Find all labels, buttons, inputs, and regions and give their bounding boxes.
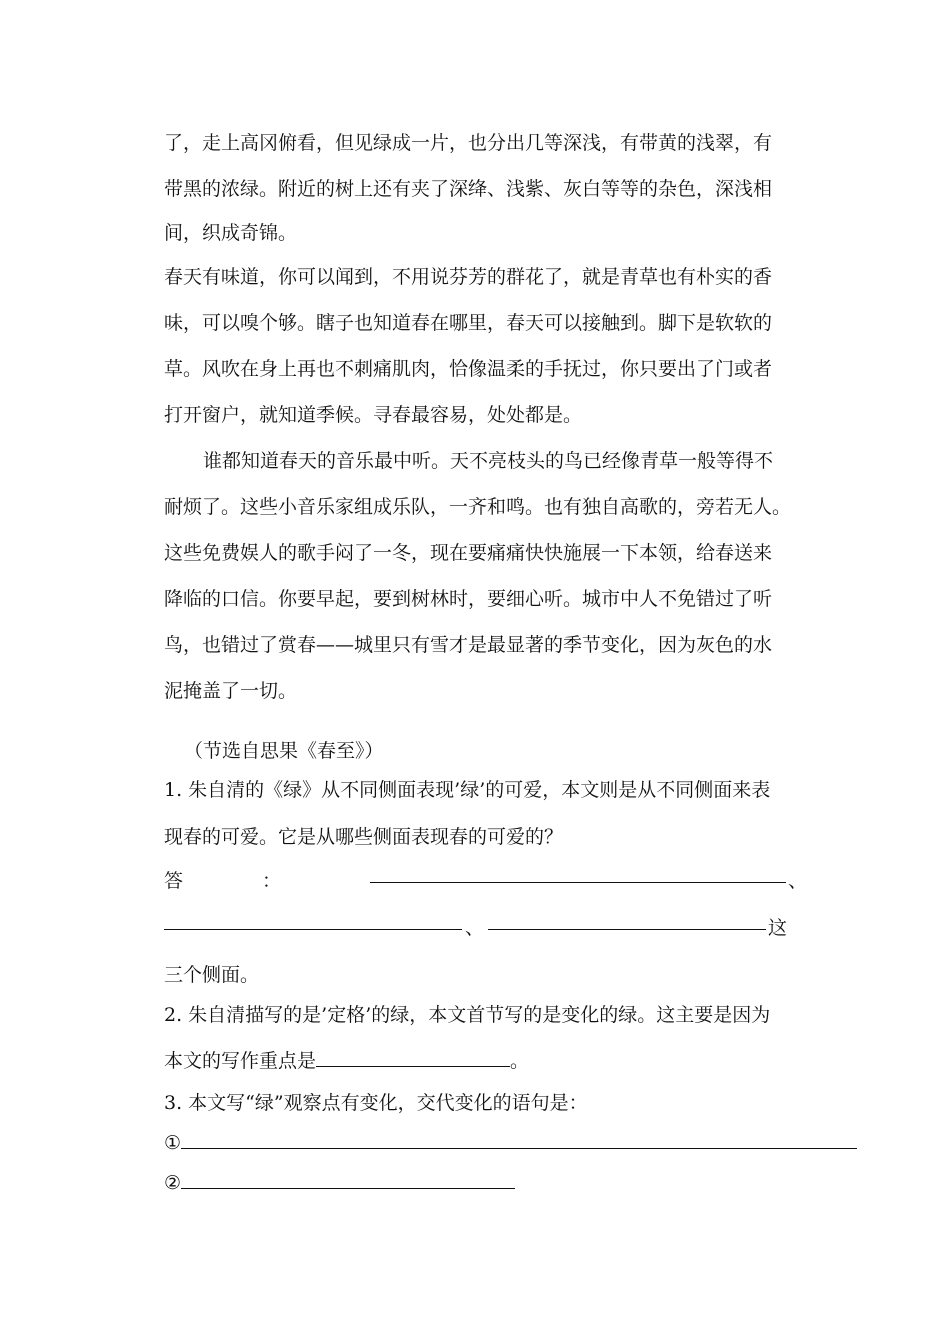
- passage-line: 带黑的浓绿。附近的树上还有夹了深绛、浅紫、灰白等等的杂色，深浅相: [164, 178, 773, 200]
- question-3-answer-1: [164, 1128, 857, 1154]
- passage-line: 了，走上高冈俯看，但见绿成一片，也分出几等深浅，有带黄的浅翠，有: [164, 132, 773, 154]
- passage-source: （节选自思果《春至》）: [184, 740, 384, 762]
- question-2-prefix: 本文的写作重点是: [164, 1050, 317, 1072]
- passage-line: 这些免费娱人的歌手闷了一冬，现在要痛痛快快施展一下本领，给春送来: [164, 542, 773, 564]
- question-3-line-1: 3. 本文写“绿”观察点有变化，交代变化的语句是：: [164, 1092, 588, 1114]
- answer-colon: ：: [262, 870, 282, 892]
- question-2-line-2: [164, 1046, 529, 1073]
- answer-blank-5[interactable]: [181, 1128, 857, 1149]
- answer-separator: 、: [465, 917, 485, 939]
- passage-line: 降临的口信。你要早起，要到树林时，要细心听。城市中人不免错过了听: [164, 588, 773, 610]
- answer-marker-2: ②: [164, 1172, 182, 1194]
- answer-blank-4[interactable]: [316, 1046, 510, 1067]
- passage-line: 泥掩盖了一切。: [164, 680, 298, 702]
- question-1-line-2: 现春的可爱。它是从哪些侧面表现春的可爱的？: [164, 826, 564, 848]
- answer-suffix: 这: [768, 917, 788, 939]
- passage-line: 春天有味道，你可以闻到，不用说芬芳的群花了，就是青草也有朴实的香: [164, 266, 773, 288]
- passage-line: 草。风吹在身上再也不刺痛肌肉，恰像温柔的手抚过，你只要出了门或者: [164, 358, 773, 380]
- question-2-line-1: 2. 朱自清描写的是’定格’的绿，本文首节写的是变化的绿。这主要是因为: [164, 1004, 771, 1026]
- document-body: [164, 120, 804, 714]
- question-3-answer-2: [164, 1168, 515, 1194]
- passage-line: 打开窗户，就知道季候。寻春最容易，处处都是。: [164, 404, 583, 426]
- passage-line: 谁都知道春天的音乐最中听。天不亮枝头的鸟已经像青草一般等得不: [203, 450, 774, 472]
- passage-line: 间，织成奇锦。: [164, 222, 298, 244]
- passage-line: 耐烦了。这些小音乐家组成乐队，一齐和鸣。也有独自高歌的，旁若无人。: [164, 496, 792, 518]
- passage-line: 鸟，也错过了赏春——城里只有雪才是最显著的季节变化，因为灰色的水: [164, 634, 773, 656]
- answer-blank-1[interactable]: [370, 862, 786, 888]
- answer-separator: 、: [788, 870, 808, 892]
- answer-blank-6[interactable]: [181, 1168, 515, 1189]
- question-1-line-4: 三个侧面。: [164, 964, 260, 986]
- answer-blank-2[interactable]: [164, 909, 462, 935]
- passage-line: 味，可以嗅个够。瞎子也知道春在哪里，春天可以接触到。脚下是软软的: [164, 312, 773, 334]
- question-1-line-1: 1. 朱自清的《绿》从不同侧面表现’绿’的可爱，本文则是从不同侧面来表: [164, 779, 771, 801]
- answer-marker-1: ①: [164, 1132, 182, 1154]
- answer-blank-3[interactable]: [488, 909, 766, 935]
- answer-label: 答: [164, 870, 184, 892]
- question-2-suffix: 。: [510, 1050, 530, 1072]
